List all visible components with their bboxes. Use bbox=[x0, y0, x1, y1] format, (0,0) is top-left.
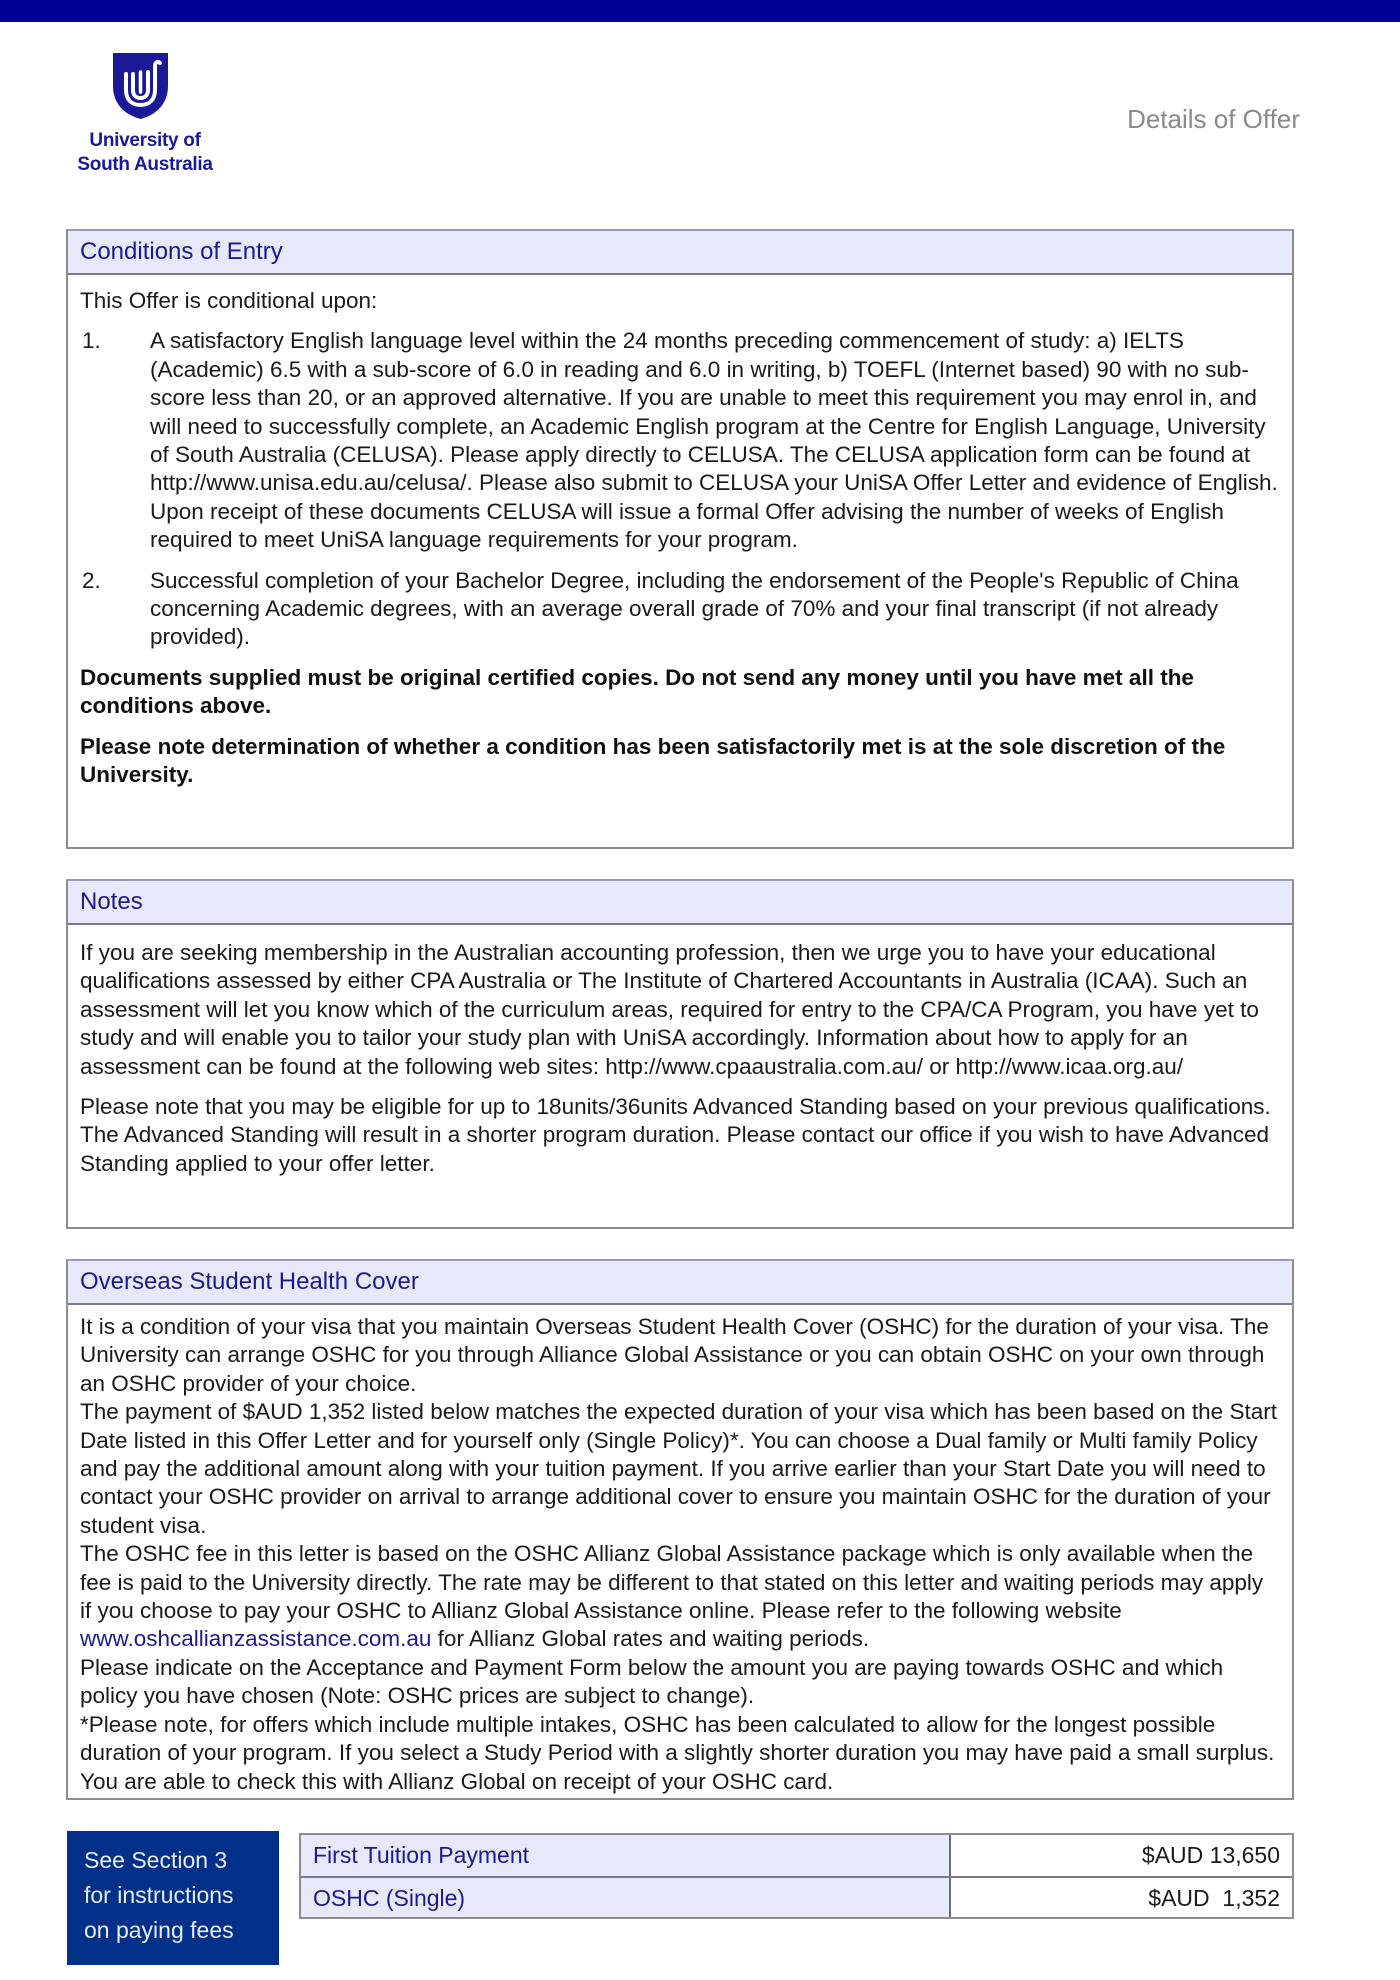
notes-paragraph-2: Please note that you may be eligible for up to 18units/36units Advanced Standing based on your previous qualifications. The Advanced Standing will result in a shorter program duration. Please contact our office if you wish to have Advanced Standing applied to your offer letter. bbox=[80, 1094, 1271, 1176]
conditions-intro: This Offer is conditional upon: bbox=[80, 288, 378, 313]
notes-body bbox=[68, 925, 1292, 1178]
discretion-note: Please note determination of whether a condition has been satisfactorily met is at the sole discretion of the University. bbox=[80, 733, 1226, 788]
conditions-header: Conditions of Entry bbox=[68, 231, 1292, 275]
condition-number: 2. bbox=[82, 567, 101, 593]
oshc-paragraph-2: The payment of $AUD 1,352 listed below matches the expected duration of your visa which has been based on the Start Date listed in this Offer Letter and for yourself only (Single Policy)*. You can choose a Dual family or Multi family Policy and pay the additional amount along with your tuition payment. If you arrive earlier than your Start Date you will need to contact your OSHC provider on arrival to arrange additional cover to ensure you maintain OSHC for the duration of your student visa. bbox=[80, 1399, 1277, 1538]
payment-instructions-line-1: See Section 3 bbox=[84, 1847, 228, 1873]
oshc-paragraph-4: Please indicate on the Acceptance and Payment Form below the amount you are paying towards OSHC and which policy you have chosen (Note: OSHC prices are subject to change). bbox=[80, 1654, 1224, 1709]
allianz-website-link[interactable]: www.oshcallianzassistance.com.au bbox=[80, 1626, 432, 1652]
oshc-body bbox=[68, 1305, 1292, 1796]
payment-label: First Tuition Payment bbox=[301, 1835, 951, 1876]
logo-line-1: University of bbox=[89, 130, 201, 151]
oshc-paragraph-5: *Please note, for offers which include multiple intakes, OSHC has been calculated to allow for the longest possible duration of your program. If you select a Study Period with a slightly shorter duration you may have paid a small surplus. You are able to check this with Allianz Global on receipt of your OSHC card. bbox=[80, 1711, 1275, 1794]
unisa-shield-icon bbox=[112, 52, 169, 120]
oshc-header: Overseas Student Health Cover bbox=[68, 1261, 1292, 1305]
condition-item-2 bbox=[80, 567, 1280, 652]
logo-text bbox=[60, 129, 230, 177]
conditions-body bbox=[68, 275, 1292, 790]
top-banner-bar bbox=[0, 0, 1400, 22]
university-logo bbox=[60, 52, 230, 182]
oshc-paragraph-3-text-end: for Allianz Global rates and waiting periods. bbox=[431, 1626, 870, 1652]
payment-label: OSHC (Single) bbox=[301, 1878, 951, 1917]
payment-amount: $AUD 13,650 bbox=[1141, 1842, 1280, 1868]
payment-table bbox=[299, 1833, 1294, 1919]
condition-text: A satisfactory English language level within the 24 months preceding commencement of study: a) IELTS (Academic) 6.5 with a sub-score of 6.0 in reading and 6.0 in writing, b) TOEFL (Internet based) 90 with no sub-score less than 20, or an approved alternative. If you are unable to meet this requirement you may enrol in, and will need to successfully complete, an Academic English program at the Centre for English Language, University of South Australia (CELUSA). Please apply directly to CELUSA. The CELUSA application form can be found at http://www.unisa.edu.au/celusa/. Please also submit to CELUSA your UniSA Offer Letter and evidence of English. Upon receipt of these documents CELUSA will issue a formal Offer advising the number of weeks of English required to meet UniSA language requirements for your program. bbox=[150, 328, 1278, 553]
notes-section bbox=[66, 879, 1294, 1229]
conditions-of-entry-section bbox=[66, 229, 1294, 849]
payment-amount: $AUD 1,352 bbox=[1148, 1885, 1280, 1911]
document-title: Details of Offer bbox=[1127, 104, 1300, 134]
notes-paragraph-1: If you are seeking membership in the Australian accounting profession, then we urge you to have your educational qualifications assessed by either CPA Australia or The Institute of Chartered Accountants in Australia (ICAA). Such an assessment will let you know which of the curriculum areas, required for entry to the CPA/CA Program, you have yet to study and will enable you to tailor your study plan with UniSA accordingly. Information about how to apply for an assessment can be found at the following web sites: http://www.cpaaustralia.com.au/ or http://www.icaa.org.au/ bbox=[80, 940, 1259, 1079]
payment-row-tuition bbox=[301, 1835, 1292, 1876]
oshc-paragraph-3-text: The OSHC fee in this letter is based on the OSHC Allianz Global Assistance package which is only available when the fee is paid to the University directly. The rate may be different to that stated on this letter and waiting periods may apply if you choose to pay your OSHC to Allianz Global Assistance online. Please refer to the following website bbox=[80, 1541, 1264, 1624]
payment-instructions-line-3: on paying fees bbox=[84, 1917, 234, 1943]
logo-line-2: South Australia bbox=[77, 154, 213, 175]
oshc-section bbox=[66, 1259, 1294, 1800]
condition-item-1 bbox=[80, 327, 1280, 554]
documents-warning: Documents supplied must be original certified copies. Do not send any money until you have met all the conditions above. bbox=[80, 664, 1194, 719]
condition-text: Successful completion of your Bachelor Degree, including the endorsement of the People's Republic of China concerning Academic degrees, with an average overall grade of 70% and your final transcript (if not already provided). bbox=[150, 567, 1239, 650]
payment-row-oshc bbox=[301, 1876, 1292, 1917]
condition-number: 1. bbox=[82, 328, 101, 354]
oshc-paragraph-3 bbox=[80, 1540, 1280, 1654]
oshc-paragraph-1: It is a condition of your visa that you maintain Overseas Student Health Cover (OSHC) for the duration of your visa. The University can arrange OSHC for you through Alliance Global Assistance or you can obtain OSHC on your own through an OSHC provider of your choice. bbox=[80, 1314, 1269, 1396]
payment-instructions-line-2: for instructions bbox=[84, 1882, 234, 1908]
payment-instructions-box bbox=[67, 1831, 279, 1965]
notes-header: Notes bbox=[68, 881, 1292, 925]
